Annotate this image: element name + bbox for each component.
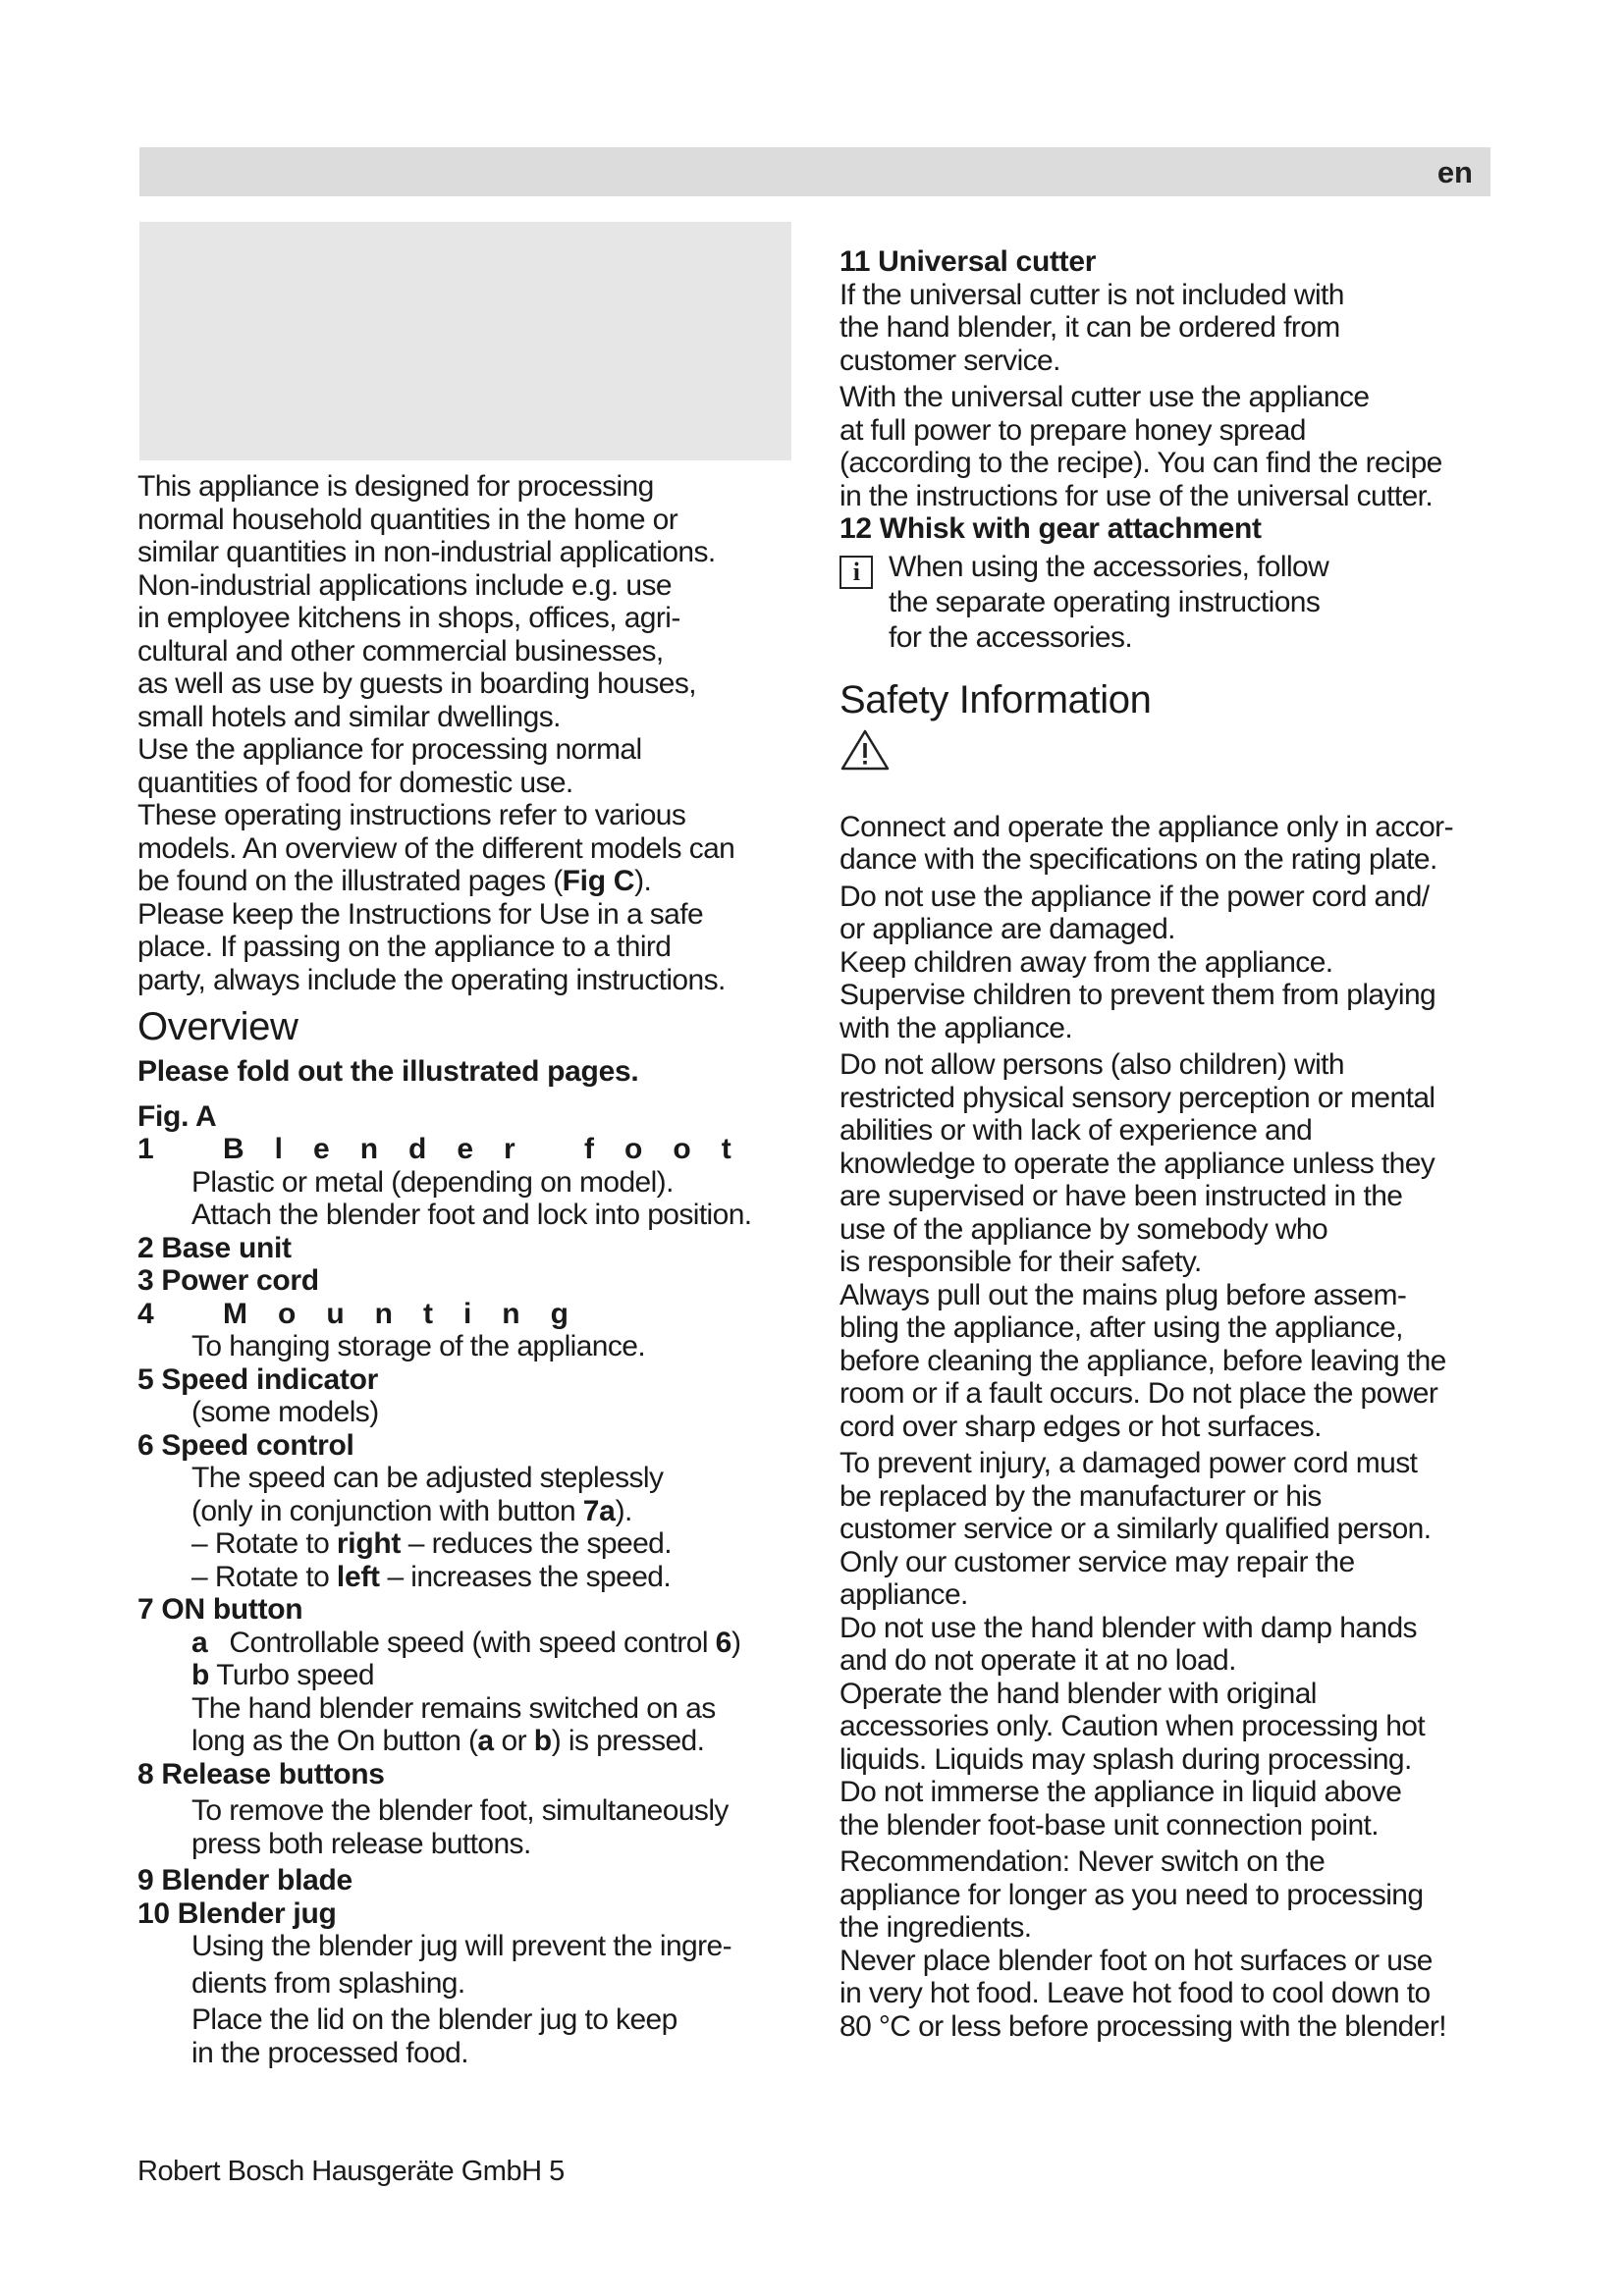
intro-fig-pre: be found on the illustrated pages ( (137, 865, 563, 897)
intro-fig-post: ). (634, 865, 652, 897)
item-10-line: dients from splashing. (191, 1966, 465, 2000)
item-3-title: 3 Power cord (137, 1264, 319, 1297)
fold-out-instruction: Please fold out the illustrated pages. (137, 1055, 639, 1088)
item-2-title: 2 Base unit (137, 1231, 292, 1264)
item-7-title: 7 ON button (137, 1593, 303, 1626)
safety-line: be replaced by the manufacturer or his (839, 1479, 1322, 1513)
text-span: ) (731, 1626, 741, 1659)
safety-line: bling the appliance, after using the appliance, (839, 1311, 1403, 1344)
warning-icon (839, 728, 1497, 772)
safety-line: or appliance are damaged. (839, 913, 1175, 945)
safety-line: use of the appliance by somebody who (839, 1212, 1328, 1246)
safety-line: Keep children away from the appliance. (839, 945, 1333, 979)
item-6-line: The speed can be adjusted steplessly (191, 1462, 664, 1494)
intro-paragraph (137, 470, 805, 996)
bold-span: a (477, 1725, 494, 1757)
intro-line: This appliance is designed for processing (137, 470, 654, 503)
item-7-line: The hand blender remains switched on as (191, 1691, 716, 1725)
item-7-line (137, 1659, 805, 1692)
text-span: – Rotate to (191, 1527, 337, 1560)
item-12-title: 12 Whisk with gear attachment (839, 512, 1262, 545)
intro-line: in employee kitchens in shops, offices, agri- (137, 602, 680, 634)
intro-line: Please keep the Instructions for Use in a safe (137, 897, 704, 931)
safety-line: Always pull out the mains plug before assem- (839, 1278, 1407, 1311)
item-7-line (137, 1627, 805, 1660)
intro-fig-ref: Fig C (562, 865, 635, 897)
bold-span: a (191, 1626, 208, 1659)
bold-span: right (336, 1527, 402, 1560)
text-span: – Rotate to (191, 1560, 337, 1593)
item-6-line (137, 1561, 805, 1594)
intro-line: cultural and other commercial businesses, (137, 634, 664, 667)
safety-line: Connect and operate the appliance only in accor- (839, 810, 1453, 843)
info-icon: i (839, 556, 873, 589)
info-note (839, 550, 1497, 656)
item-5-line: (some models) (191, 1396, 379, 1428)
intro-line: Non-industrial applications include e.g. use (137, 568, 672, 602)
note-line: the separate operating instructions (889, 585, 1321, 618)
item-8-line: To remove the blender foot, simultaneously (191, 1794, 729, 1827)
safety-line: restricted physical sensory perception or mental (839, 1081, 1435, 1114)
text-span: long as the On button ( (191, 1725, 478, 1757)
safety-line: Never place blender foot on hot surfaces or use (839, 1944, 1433, 1977)
safety-line: Only our customer service may repair the (839, 1545, 1355, 1578)
header-bar (139, 147, 1490, 196)
item-9-title: 9 Blender blade (137, 1864, 352, 1896)
safety-line: cord over sharp edges or hot surfaces. (839, 1410, 1322, 1443)
safety-line: in very hot food. Leave hot food to cool down to (839, 1977, 1431, 2009)
safety-line: and do not operate it at no load. (839, 1644, 1236, 1677)
info-note-text (889, 550, 1328, 656)
text-span: (only in conjunction with button (191, 1494, 583, 1527)
item-11-line: If the universal cutter is not included with (839, 278, 1344, 311)
item-1-line: Plastic or metal (depending on model). (191, 1165, 674, 1199)
item-11-line: in the instructions for use of the universal cutter. (839, 479, 1434, 512)
item-10-line: in the processed food. (191, 2036, 468, 2069)
right-column (839, 245, 1497, 2043)
item-11-line: at full power to prepare honey spread (839, 413, 1306, 447)
intro-line: as well as use by guests in boarding houses, (137, 667, 696, 700)
item-11-line: customer service. (839, 344, 1060, 377)
item-10-title: 10 Blender jug (137, 1896, 337, 1930)
intro-line: small hotels and similar dwellings. (137, 700, 561, 733)
item-5-title: 5 Speed indicator (137, 1362, 378, 1396)
item-11-line: the hand blender, it can be ordered from (839, 311, 1340, 344)
safety-line: appliance. (839, 1578, 968, 1611)
safety-line: room or if a fault occurs. Do not place the power (839, 1377, 1438, 1410)
item-10-line: Place the lid on the blender jug to keep (191, 2003, 677, 2036)
text-span: or (493, 1725, 534, 1757)
text-span: ) is pressed. (551, 1725, 705, 1757)
intro-line: Use the appliance for processing normal (137, 733, 642, 766)
bold-span: b (533, 1725, 552, 1757)
intro-line: normal household quantities in the home or (137, 503, 678, 536)
intro-line: place. If passing on the appliance to a third (137, 931, 672, 963)
item-4-line: To hanging storage of the appliance. (191, 1330, 646, 1362)
safety-line: Supervise children to prevent them from playing (839, 979, 1436, 1011)
item-4-title: 4 Mounting (137, 1297, 599, 1330)
item-7-line (137, 1725, 805, 1758)
safety-line: is responsible for their safety. (839, 1246, 1202, 1278)
text-span: – reduces the speed. (401, 1527, 672, 1560)
safety-line: accessories only. Caution when processing hot (839, 1710, 1426, 1742)
safety-line: Recommendation: Never switch on the (839, 1845, 1326, 1878)
item-8-line: press both release buttons. (191, 1827, 531, 1860)
intro-line: similar quantities in non-industrial applications. (137, 536, 716, 568)
language-code: en (1436, 155, 1473, 189)
intro-line: These operating instructions refer to various (137, 799, 686, 831)
safety-line: the ingredients. (839, 1911, 1032, 1944)
safety-line: before cleaning the appliance, before leaving the (839, 1344, 1446, 1377)
safety-line: Do not use the hand blender with damp hands (839, 1611, 1417, 1644)
intro-line-fig (137, 865, 805, 898)
safety-line: Do not immerse the appliance in liquid above (839, 1776, 1402, 1808)
item-1-title: 1 Blender foot (137, 1133, 762, 1165)
note-line: for the accessories. (889, 620, 1133, 654)
safety-line: Operate the hand blender with original (839, 1677, 1317, 1710)
safety-line: liquids. Liquids may splash during processing. (839, 1742, 1412, 1776)
safety-line: Do not allow persons (also children) with (839, 1048, 1344, 1081)
text-span: ). (615, 1494, 632, 1527)
overview-heading: Overview (137, 1005, 298, 1048)
item-6-line (137, 1495, 805, 1528)
item-1-line: Attach the blender foot and lock into position. (191, 1199, 752, 1231)
safety-heading: Safety Information (839, 677, 1152, 721)
safety-line: dance with the specifications on the rating plate. (839, 843, 1437, 876)
safety-line: To prevent injury, a damaged power cord must (839, 1447, 1418, 1479)
note-line: When using the accessories, follow (889, 550, 1329, 583)
item-11-line: (according to the recipe). You can find the recipe (839, 447, 1442, 479)
text-span: Turbo speed (209, 1659, 374, 1691)
bold-span: b (191, 1659, 210, 1691)
left-column (137, 470, 805, 2069)
safety-line: with the appliance. (839, 1011, 1073, 1044)
item-10-line: Using the blender jug will prevent the ingre- (191, 1930, 731, 1962)
safety-line: appliance for longer as you need to processing (839, 1878, 1424, 1911)
page-footer: Robert Bosch Hausgeräte GmbH 5 (137, 2156, 565, 2187)
item-6-title: 6 Speed control (137, 1428, 354, 1462)
safety-line: 80 °C or less before processing with the blender! (839, 2009, 1446, 2043)
text-span: – increases the speed. (379, 1560, 672, 1593)
safety-line: customer service or a similarly qualified person. (839, 1513, 1432, 1545)
bold-span: 6 (715, 1626, 732, 1659)
safety-line: Do not use the appliance if the power cord and/ (839, 880, 1430, 913)
intro-line: quantities of food for domestic use. (137, 766, 573, 799)
safety-line: knowledge to operate the appliance unless they (839, 1147, 1435, 1180)
item-6-line (137, 1527, 805, 1561)
intro-line: models. An overview of the different models can (137, 831, 735, 865)
intro-line: party, always include the operating instructions. (137, 963, 726, 996)
item-8-title: 8 Release buttons (137, 1757, 385, 1790)
item-11-line: With the universal cutter use the appliance (839, 381, 1370, 413)
placeholder-gray-box (139, 222, 791, 460)
fig-a-label: Fig. A (137, 1099, 217, 1133)
bold-span: left (336, 1560, 380, 1593)
safety-line: abilities or with lack of experience and (839, 1114, 1313, 1147)
safety-line: the blender foot-base unit connection point. (839, 1808, 1380, 1842)
safety-line: are supervised or have been instructed in the (839, 1180, 1403, 1212)
bold-span: 7a (582, 1494, 616, 1527)
text-span: Controllable speed (with speed control (229, 1626, 716, 1659)
item-11-title: 11 Universal cutter (839, 245, 1097, 278)
